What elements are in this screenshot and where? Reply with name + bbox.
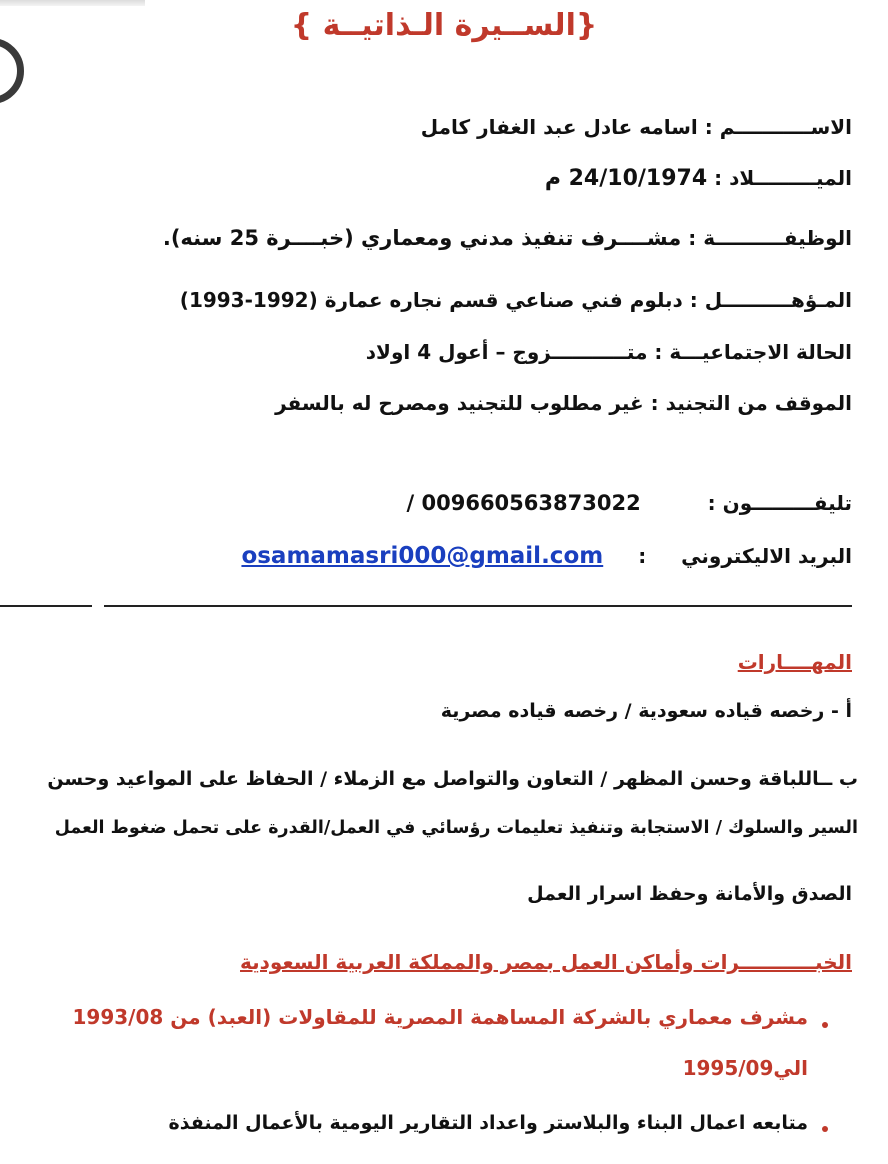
colon: : [689, 288, 698, 312]
colon: : [714, 166, 723, 190]
phone-row [407, 491, 852, 515]
corner-circle-decoration [0, 38, 24, 104]
experience-item-2: متابعه اعمال البناء والبلاستر واعداد التقارير اليومية بالأعمال المنفذة [168, 1112, 808, 1134]
birth-row [545, 166, 852, 191]
qualification-label: المـؤهــــــــــل [704, 288, 852, 312]
skills-heading: المهــــارات [737, 650, 852, 674]
email-row [241, 543, 852, 569]
marital-row [366, 340, 852, 364]
email-link[interactable]: osamamasri000@gmail.com [241, 543, 604, 569]
birth-value: 24/10/1974 م [544, 166, 708, 191]
phone-label: تليفـــــــــون [722, 491, 852, 515]
experience-heading: الخبـــــــــــرات وأماكن العمل بمصر والمملكة العربية السعودية [240, 950, 852, 974]
experience-item-1-line-2: الي1995/09 [682, 1056, 808, 1080]
phone-value: 009660563873022 / [406, 491, 641, 515]
marital-label: الحالة الاجتماعيـــة [669, 340, 852, 364]
name-label: الاســـــــــــم [719, 115, 852, 139]
military-row [275, 391, 852, 415]
job-value: مشــــرف تنفيذ مدني ومعماري (خبــــرة 25 سنه). [162, 226, 682, 250]
qualification-row [180, 288, 852, 312]
job-row [163, 226, 852, 250]
divider-main [104, 605, 852, 607]
military-label: الموقف من التجنيد [665, 391, 852, 415]
page-title: { الســيرة الـذاتيــة} [290, 8, 598, 43]
colon: : [688, 226, 697, 250]
skill-line-b3: الصدق والأمانة وحفظ اسرار العمل [527, 883, 852, 905]
marital-value: متـــــــــــزوج – أعول 4 اولاد [365, 340, 648, 364]
military-value: غير مطلوب للتجنيد ومصرح له بالسفر [275, 391, 644, 415]
colon: : [638, 544, 647, 568]
skill-line-b1: ب ــاللباقة وحسن المظهر / التعاون والتواصل مع الزملاء / الحفاظ على المواعيد وحسن [47, 768, 858, 790]
corner-decoration [0, 0, 145, 6]
email-label: البريد الاليكتروني [681, 544, 852, 568]
name-row [421, 115, 852, 139]
birth-label: الميـــــــــلاد [729, 166, 852, 190]
qualification-value: دبلوم فني صناعي قسم نجاره عمارة (1992-1993) [179, 288, 683, 312]
bullet-icon [822, 1022, 828, 1028]
skill-line-b2: السير والسلوك / الاستجابة وتنفيذ تعليمات رؤسائي في العمل/القدرة على تحمل ضغوط العمل [54, 818, 858, 838]
name-value: اسامه عادل عبد الغفار كامل [420, 115, 698, 139]
colon: : [707, 491, 716, 515]
bullet-icon [822, 1126, 828, 1132]
divider-left [0, 605, 92, 607]
colon: : [704, 115, 713, 139]
skill-line-a: أ - رخصه قياده سعودية / رخصه قياده مصرية [440, 700, 852, 722]
colon: : [654, 340, 663, 364]
experience-item-1-line-1: مشرف معماري بالشركة المساهمة المصرية للمقاولات (العبد) من 1993/08 [72, 1005, 808, 1029]
job-label: الوظيفــــــــــة [703, 226, 852, 250]
colon: : [650, 391, 659, 415]
